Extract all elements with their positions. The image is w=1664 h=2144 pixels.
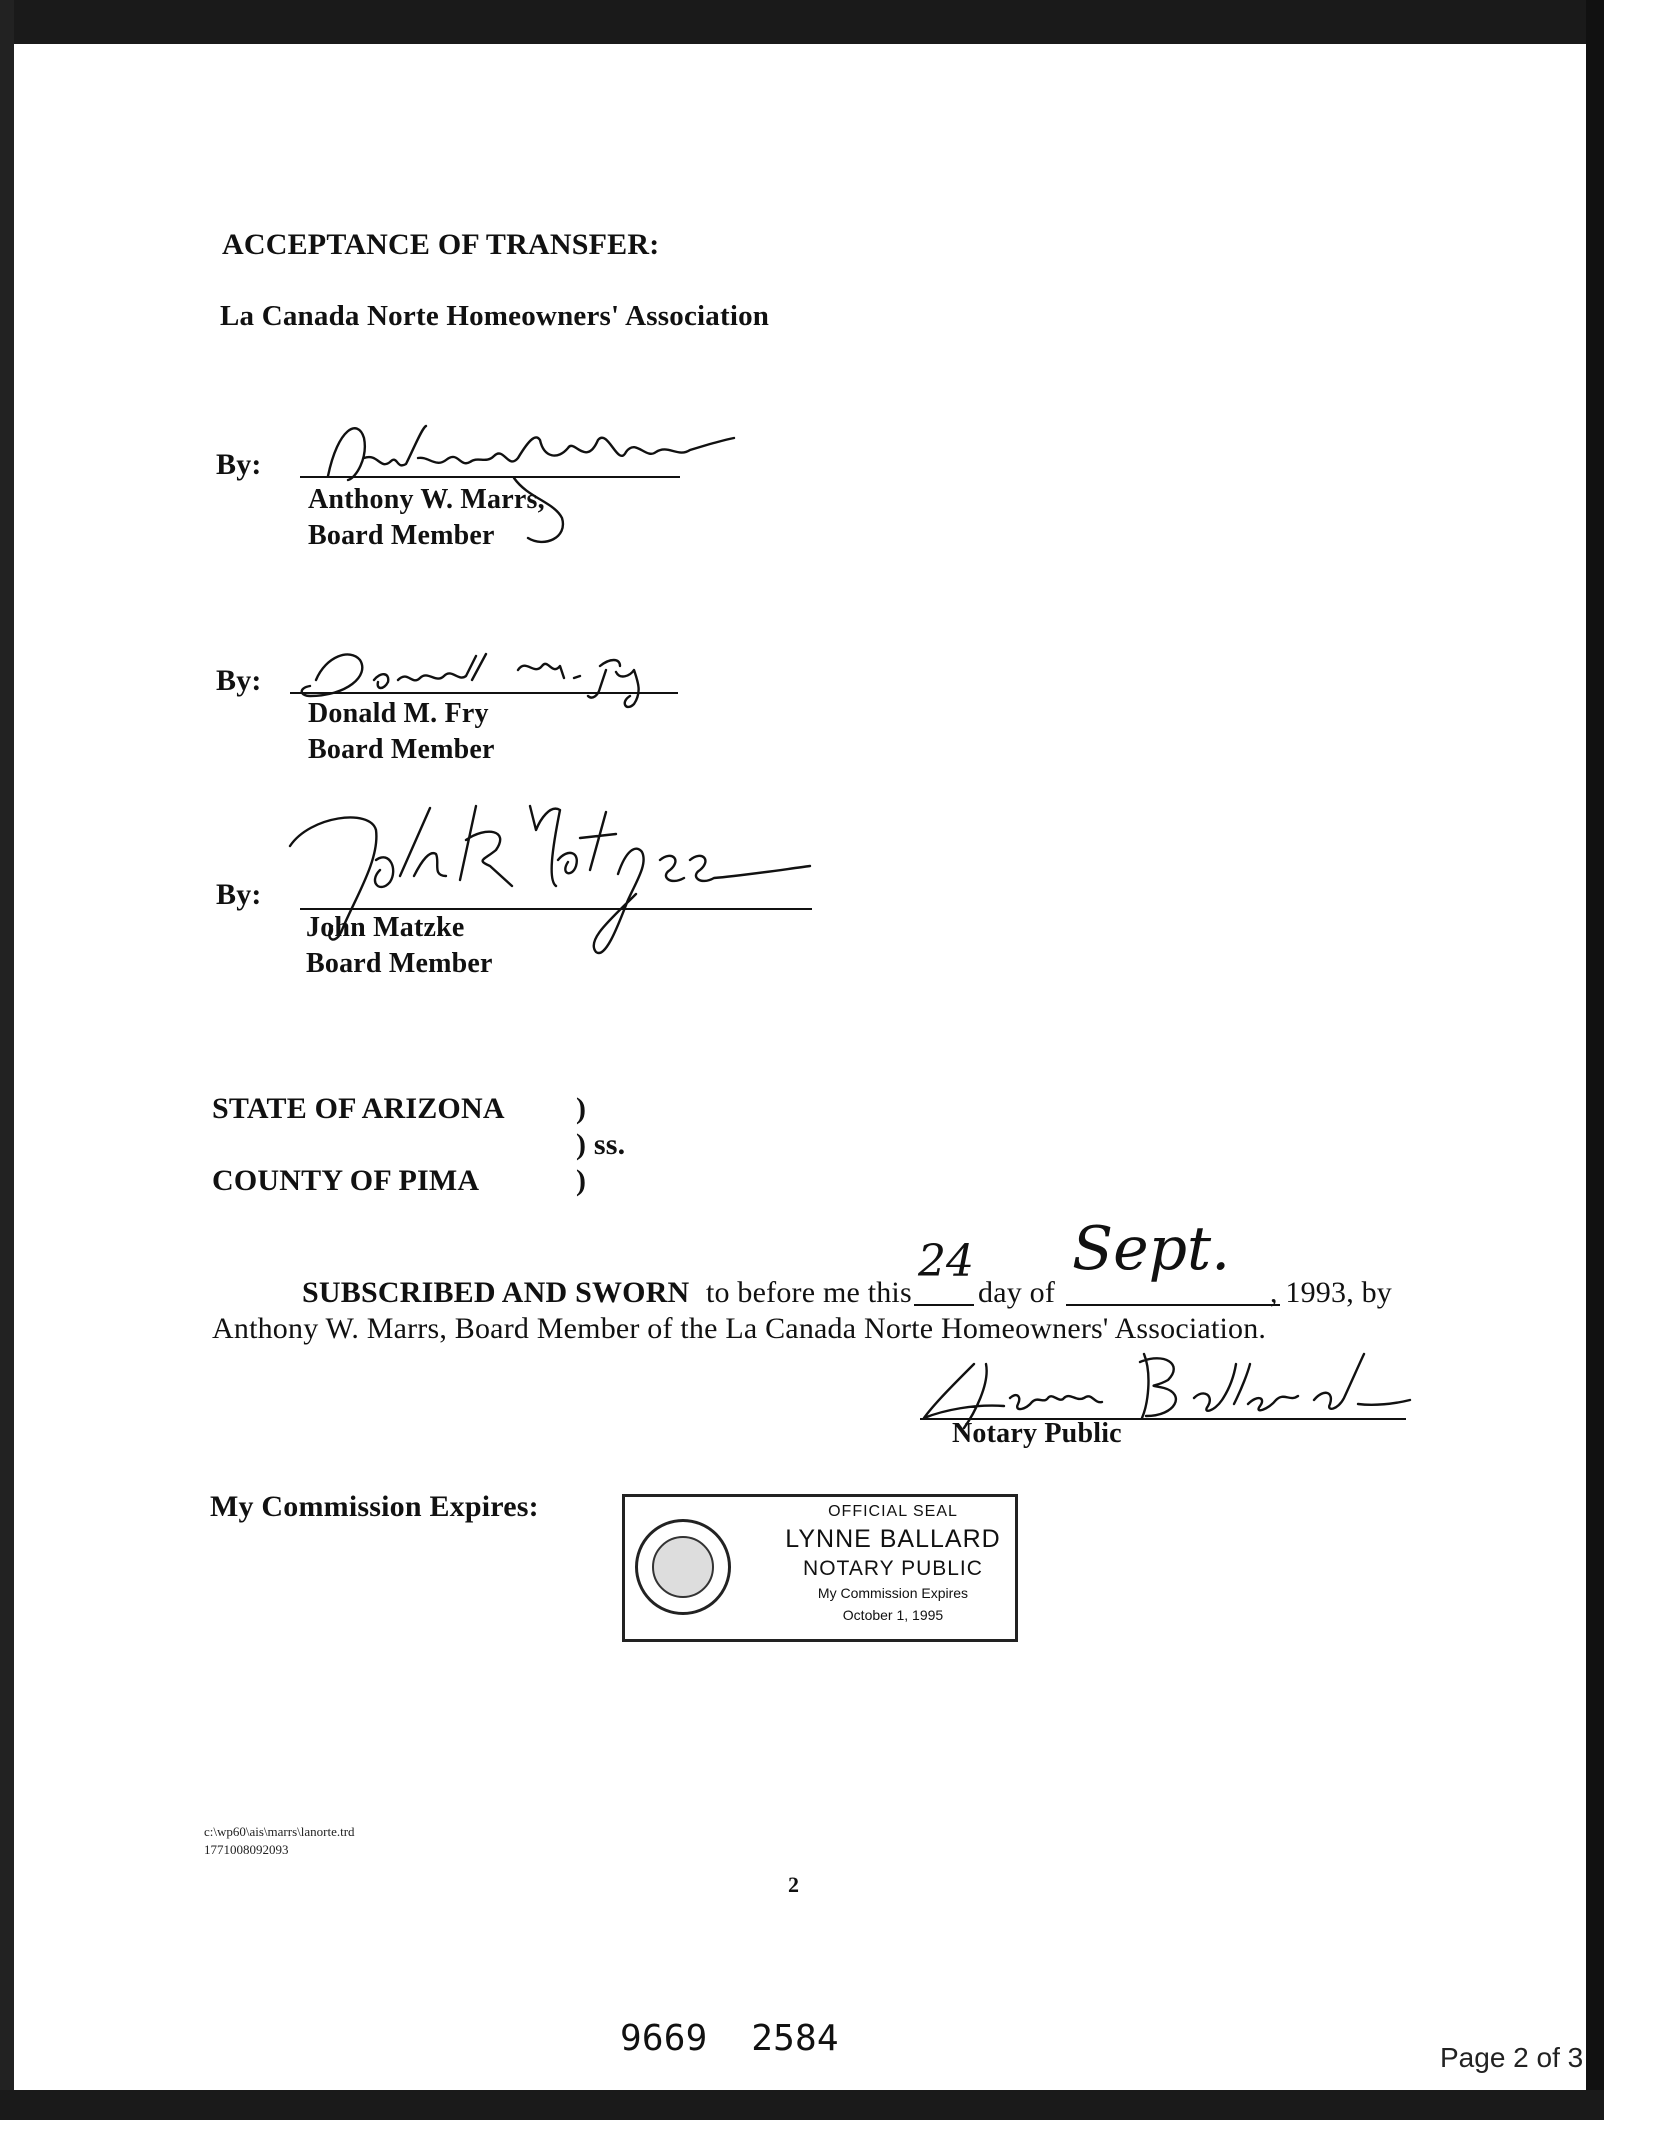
signer-2-name: Donald M. Fry — [308, 698, 489, 729]
venue-paren-1: ) — [576, 1092, 587, 1125]
document-page — [14, 44, 1586, 2090]
association-name: La Canada Norte Homeowners' Association — [220, 300, 770, 332]
signer-1-title: Board Member — [308, 520, 495, 551]
venue-ss: ) ss. — [576, 1128, 626, 1161]
signer-3-by: By: — [216, 878, 262, 911]
seal-line-5: October 1, 1995 — [842, 1607, 944, 1623]
footer-file-path: c:\wp60\ais\marrs\lanorte.trd — [204, 1824, 355, 1839]
page-number: 2 — [788, 1872, 800, 1897]
notary-seal-emblem-icon — [635, 1519, 731, 1615]
seal-line-4: My Commission Expires — [817, 1585, 969, 1601]
signer-2-by: By: — [216, 664, 262, 697]
jurat-lead: SUBSCRIBED AND SWORN — [302, 1276, 690, 1309]
jurat-text-2: day of — [978, 1276, 1056, 1309]
scan-edge-bottom — [0, 2090, 1604, 2120]
signer-1-name: Anthony W. Marrs, — [308, 484, 545, 515]
notary-label: Notary Public — [952, 1418, 1122, 1449]
notary-seal-stamp — [622, 1494, 1018, 1642]
signer-3-title: Board Member — [306, 948, 493, 979]
commission-label: My Commission Expires: — [210, 1490, 539, 1523]
jurat-month-line — [1066, 1304, 1280, 1306]
jurat-line-2: Anthony W. Marrs, Board Member of the La Canada Norte Homeowners' Association. — [212, 1312, 1267, 1345]
seal-line-3: NOTARY PUBLIC — [803, 1557, 983, 1580]
seal-line-2: LYNNE BALLARD — [785, 1525, 1001, 1553]
seal-line-1: OFFICIAL SEAL — [828, 1503, 958, 1520]
document-heading: ACCEPTANCE OF TRANSFER: — [222, 228, 660, 261]
signer-2-title: Board Member — [308, 734, 495, 765]
venue-paren-2: ) — [576, 1164, 587, 1197]
jurat-text-1: to before me this — [706, 1276, 912, 1309]
signer-1-by: By: — [216, 448, 262, 481]
jurat-day-line — [914, 1304, 974, 1306]
scan-edge-top — [0, 0, 1600, 44]
footer-doc-number: 1771008092093 — [204, 1842, 289, 1857]
venue-state: STATE OF ARIZONA — [212, 1092, 505, 1125]
jurat-day: 24 — [918, 1236, 974, 1287]
page-of-label: Page 2 of 3 — [1440, 2042, 1584, 2073]
recording-number: 9669 2584 — [620, 2018, 839, 2059]
venue-county: COUNTY OF PIMA — [212, 1164, 480, 1197]
signer-3-name: John Matzke — [306, 912, 465, 943]
scan-edge-left — [0, 0, 14, 2120]
jurat-month: Sept. — [1072, 1214, 1231, 1284]
jurat-text-3: , 1993, by — [1270, 1276, 1392, 1309]
scan-edge-right — [1586, 0, 1604, 2100]
